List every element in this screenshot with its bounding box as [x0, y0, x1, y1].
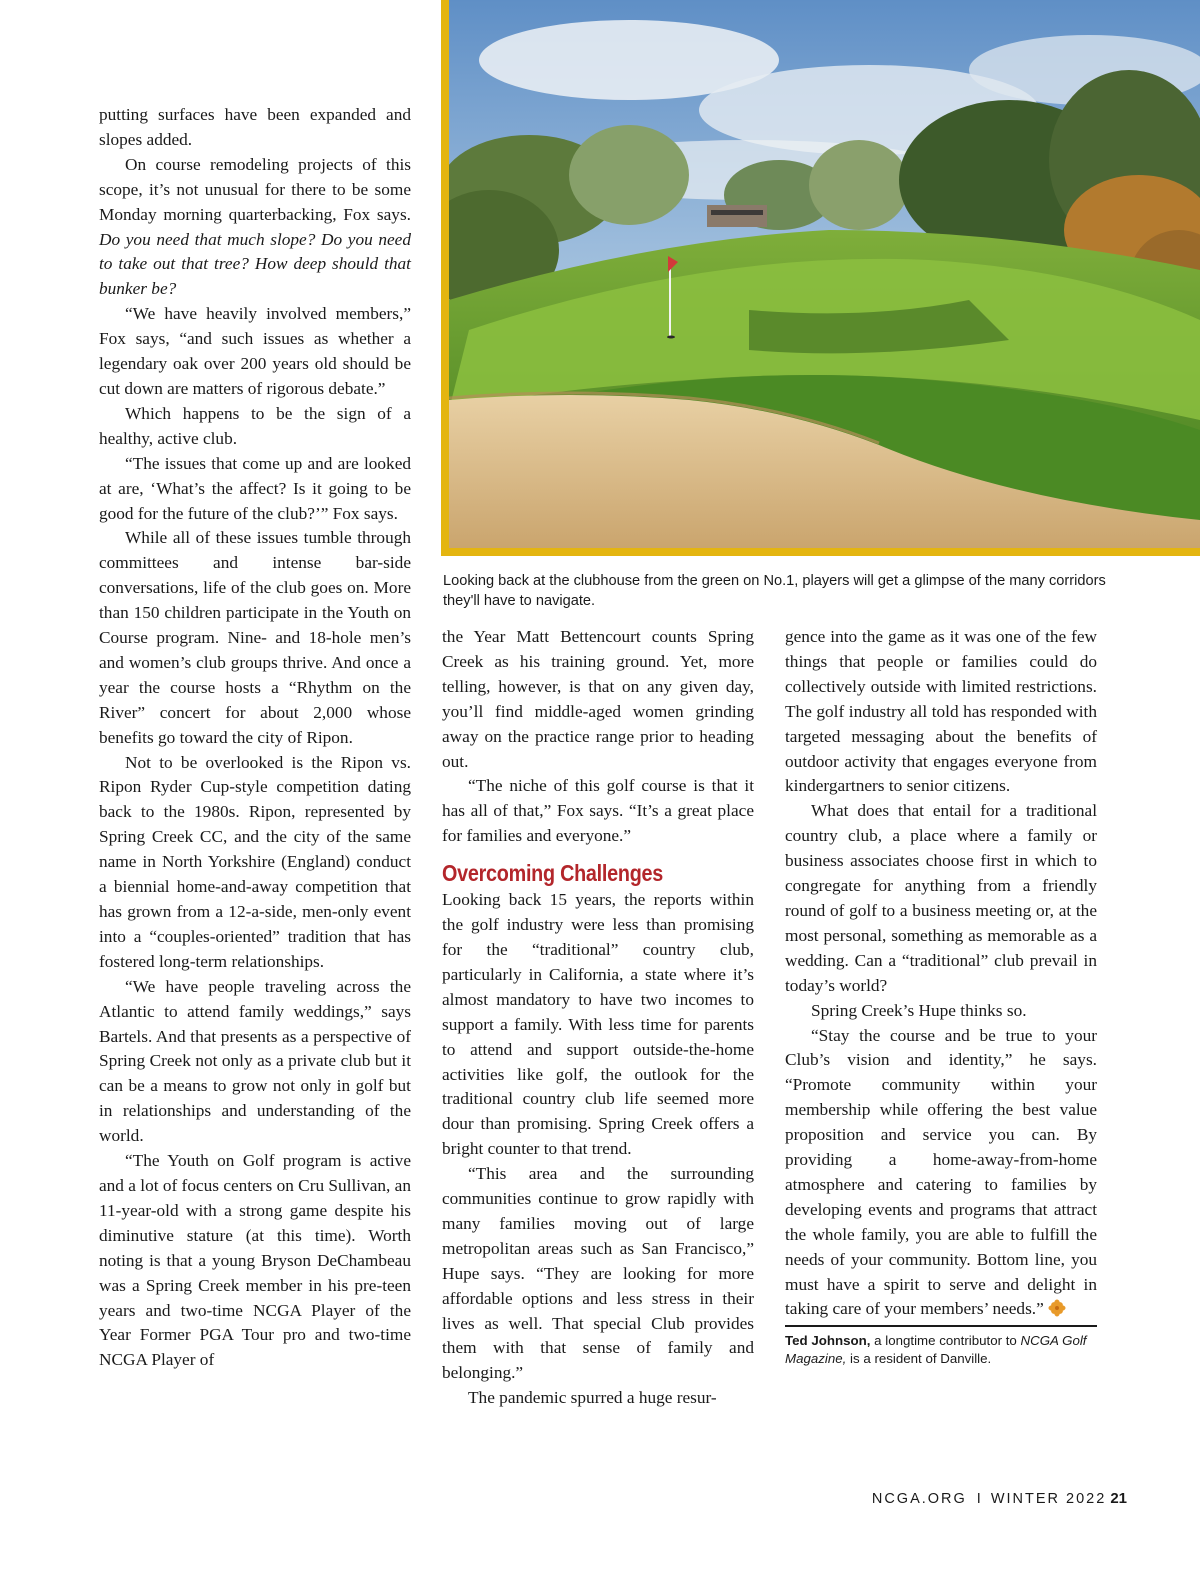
golf-course-photo [441, 0, 1200, 556]
paragraph: Spring Creek’s Hupe thinks so. [811, 1000, 1027, 1020]
page-footer [872, 1490, 1127, 1507]
paragraph: While all of these issues tumble through committees and intense bar-side conversations, life of the club goes on. More than 150 children participate in the Youth on Course program. Nine- and 18-hole men’s and women’s club groups thrive. And once a year the course hosts a “Rhythm on the River” concert for about 2,000 whose benefits go toward the city of Ripon. [99, 528, 411, 747]
italic-questions: Do you need that much slope? Do you need to take out that tree? How deep should that bunker be? [99, 229, 411, 299]
paragraph: What does that entail for a traditional country club, a place where a family or business associates choose first in which to congregate for anything from a friendly round of golf to a business meeting or, at the most personal, something as memorable as a wedding. Can a “traditional” club prevail in today’s world? [785, 801, 1097, 995]
paragraph: “The niche of this golf course is that it has all of that,” Fox says. “It’s a great place for families and everyone.” [442, 776, 754, 846]
paragraph: “This area and the surrounding communities continue to grow rapidly with many families moving out of large metropolitan areas such as San Francisco,” Hupe says. “They are looking for more affordable options and less stress in their lives as well. That special Club provides them with that sense of family and belonging.” [442, 1164, 754, 1383]
golf-green-image [449, 0, 1200, 548]
bio-divider [785, 1325, 1097, 1327]
author-bio: Ted Johnson, a longtime contributor to NCGA Golf Magazine, is a resident of Danville. [785, 1333, 1087, 1367]
footer-issue: WINTER 2022 [990, 1491, 1107, 1507]
paragraph: “Stay the course and be true to your Club’s vision and identity,” he says. “Promote community within your membership while offering the best value proposition and service you can. By providing a home-away-from-home atmosphere and catering to families by developing events and programs that attract the whole family, you are able to fulfill the needs of your community. Bottom line, you must have a spirit to serve and delight in taking care of your members’ needs.” [785, 1025, 1097, 1319]
paragraph: “We have people traveling across the Atlantic to attend family weddings,” says Bartels. And that presents as a perspective of Spring Creek not only as a private club but it can be a means to grow not only in golf but in relationships and understanding of the world. [99, 976, 411, 1146]
paragraph: The pandemic spurred a huge resur- [468, 1388, 717, 1408]
paragraph: “The Youth on Golf program is active and a lot of focus centers on Cru Sullivan, an 11-year-old with a strong game despite his diminutive stature (at this time). Worth noting is that a young Bryson DeChambeau was a Spring Creek member in his pre-teen years and two-time NCGA Player of the Year Former PGA Tour pro and two-time NCGA Player of [99, 1151, 411, 1370]
section-heading: Overcoming Challenges [442, 860, 664, 887]
paragraph: “We have heavily involved members,” Fox says, “and such issues as whether a legendary oak over 200 years old should be cut down are matters of rigorous debate.” [99, 304, 411, 398]
photo-caption: Looking back at the clubhouse from the green on No.1, players will get a glimpse of the many corridors they'll have to navigate. [443, 573, 1106, 609]
paragraph: putting surfaces have been expanded and slopes added. [99, 105, 411, 149]
paragraph: Looking back 15 years, the reports within the golf industry were less than promising for the “traditional” country club, particularly in California, a state where it’s almost mandatory to have two incomes to support a family. With less time for parents to attend and support outside-the-home activities like golf, the outlook for the traditional country club life seemed more dour than promising. Spring Creek offers a bright counter to that trend. [442, 890, 754, 1159]
footer-separator: I [976, 1491, 981, 1507]
page-number: 21 [1110, 1490, 1127, 1507]
paragraph: the Year Matt Bettencourt counts Spring Creek as his training ground. Yet, more telling, however, is that on any given day, you’ll find middle-aged women grinding away on the practice range prior to heading out. [442, 627, 754, 771]
paragraph: On course remodeling projects of this scope, it’s not unusual for there to be some Monday morning quarterbacking, Fox says. Do you need that much slope? Do you need to take out that tree? How deep should that bunker be? [99, 154, 411, 299]
footer-site: NCGA.ORG [871, 1491, 967, 1507]
paragraph: Which happens to be the sign of a healthy, active club. [99, 403, 411, 448]
paragraph: Not to be overlooked is the Ripon vs. Ripon Ryder Cup-style competition dating back to the 1980s. Ripon, represented by Spring Creek CC, and the city of the same name in North Yorkshire (England) conduct a biennial home-and-away competition that has grown from a 12-a-side, men-only event into a “couples-oriented” tradition that has fostered long-term relationships. [99, 752, 411, 971]
paragraph: “The issues that come up and are looked at are, ‘What’s the affect? Is it going to be good for the future of the club?’” Fox says. [99, 453, 411, 523]
article-column-3 [785, 625, 1097, 1368]
article-column-2 [442, 625, 754, 1411]
article-column-1 [99, 103, 411, 1373]
paragraph: gence into the game as it was one of the few things that people or families could do collectively outside with limited restrictions. The golf industry all told has responded with targeted messaging about the benefits of outdoor activity that engages everyone from kindergartners to senior citizens. [785, 627, 1097, 796]
ncga-poppy-icon [1048, 1299, 1066, 1317]
